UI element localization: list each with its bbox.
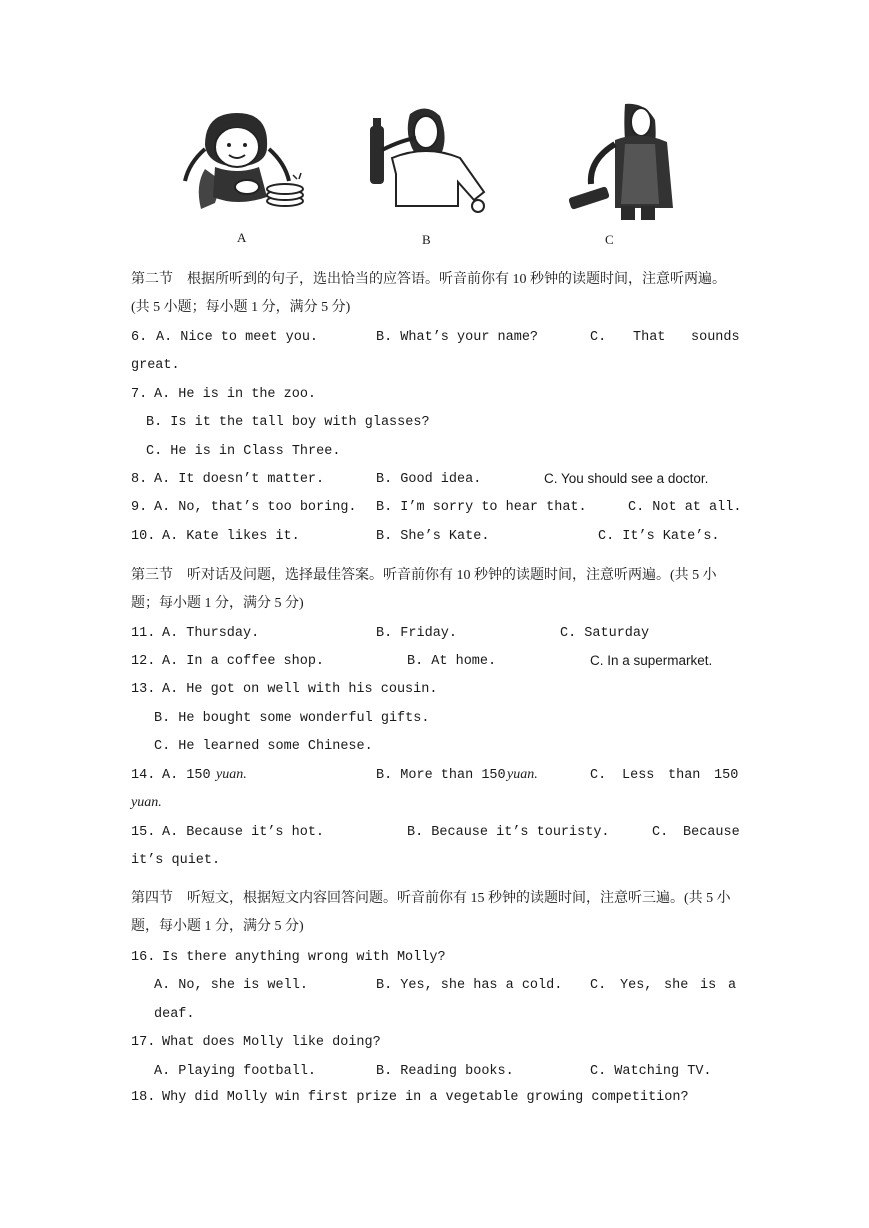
q11-option-b: B. Friday.	[376, 626, 458, 641]
q16-question: Is there anything wrong with Molly?	[162, 950, 446, 965]
q8-option-a: A. It doesn’t matter.	[154, 472, 325, 487]
section2-heading: 第二节 根据所听到的句子，选出恰当的应答语。听音前你有 10 秒钟的读题时间，注意听两遍。(共 5 小题；每小题 1 分，满分 5 分)	[131, 272, 726, 315]
q15-option-a: A. Because it’s hot.	[162, 825, 325, 840]
section4-heading: 第四节 听短文，根据短文内容回答问题。听音前你有 15 秒钟的读题时间，注意听三遍。(共 5 小题，每小题 1 分，满分 5 分)	[131, 891, 731, 934]
q17-option-c: C. Watching TV.	[590, 1064, 712, 1079]
picture-a	[175, 105, 315, 225]
q10-number: 10.	[131, 529, 156, 544]
q9-option-a: A. No, that’s too boring.	[154, 500, 357, 515]
q14-option-c-word1: Less	[622, 768, 655, 783]
q6-option-c-letter: C.	[590, 330, 607, 345]
q14-option-c-word2: than	[668, 768, 701, 783]
q8-number: 8.	[131, 472, 148, 487]
q14-option-c-letter: C.	[590, 768, 607, 783]
q10-option-a: A. Kate likes it.	[162, 529, 300, 544]
girl-washing-dishes-illustration	[175, 105, 315, 225]
picture-c	[565, 100, 695, 225]
q6-option-c-continued: great.	[131, 358, 180, 373]
q7-option-c: C. He is in Class Three.	[146, 444, 341, 459]
q12-option-a: A. In a coffee shop.	[162, 654, 325, 669]
q16-option-c-continued: deaf.	[154, 1007, 195, 1022]
q9-option-c: C. Not at all.	[628, 500, 742, 515]
q17-option-a: A. Playing football.	[154, 1064, 317, 1079]
q14-option-b: B. More than 150	[376, 768, 506, 783]
q11-option-a: A. Thursday.	[162, 626, 260, 641]
q16-option-c-word2: she	[664, 978, 689, 993]
section3-heading: 第三节 听对话及问题，选择最佳答案。听音前你有 10 秒钟的读题时间，注意听两遍。(共 5 小题；每小题 1 分，满分 5 分)	[131, 568, 717, 611]
q17-number: 17.	[131, 1035, 156, 1050]
q6-option-c-word2: sounds	[691, 330, 740, 345]
q15-number: 15.	[131, 825, 156, 840]
q15-option-c-continued: it’s quiet.	[131, 853, 221, 868]
q16-option-c-word1: Yes,	[620, 978, 653, 993]
q6-option-c-word1: That	[633, 330, 666, 345]
q9-number: 9.	[131, 500, 148, 515]
q16-option-c-word3: is	[700, 978, 717, 993]
q18-question: Why did Molly win first prize in a vegetable growing competition?	[162, 1090, 689, 1105]
q12-option-b: B. At home.	[407, 654, 497, 669]
q13-number: 13.	[131, 682, 156, 697]
q13-option-c: C. He learned some Chinese.	[154, 739, 373, 754]
picture-b-label: B	[422, 232, 431, 247]
q6-option-b: B. What’s your name?	[376, 330, 539, 345]
q12-option-c: C. In a supermarket.	[590, 653, 713, 668]
q8-option-c: C. You should see a doctor.	[544, 471, 709, 486]
q11-number: 11.	[131, 626, 156, 641]
picture-a-label: A	[237, 230, 247, 245]
q13-option-b: B. He bought some wonderful gifts.	[154, 711, 430, 726]
q10-option-c: C. It’s Kate’s.	[598, 529, 720, 544]
q6-number: 6.	[131, 330, 148, 345]
q15-option-c-word1: Because	[683, 825, 740, 840]
q7-option-b: B. Is it the tall boy with glasses?	[146, 415, 430, 430]
q16-number: 16.	[131, 950, 156, 965]
q11-option-c: C. Saturday	[560, 626, 650, 641]
q16-option-c-letter: C.	[590, 978, 607, 993]
q10-option-b: B. She’s Kate.	[376, 529, 490, 544]
q8-option-b: B. Good idea.	[376, 472, 482, 487]
q14-option-c-continued: yuan.	[131, 795, 162, 810]
q15-option-b: B. Because it’s touristy.	[407, 825, 610, 840]
q14-option-a-unit: yuan.	[216, 767, 247, 782]
q15-option-c-letter: C.	[652, 825, 669, 840]
q7-number: 7.	[131, 387, 148, 402]
q14-option-c-word3: 150	[714, 768, 739, 783]
picture-b	[362, 100, 492, 225]
q9-option-b: B. I’m sorry to hear that.	[376, 500, 587, 515]
q12-number: 12.	[131, 654, 156, 669]
woman-drinking-illustration	[362, 100, 492, 225]
q6-option-a: A. Nice to meet you.	[156, 330, 319, 345]
q13-option-a: A. He got on well with his cousin.	[162, 682, 438, 697]
woman-pouring-drinks-illustration	[565, 100, 695, 225]
q14-number: 14.	[131, 768, 156, 783]
q17-option-b: B. Reading books.	[376, 1064, 514, 1079]
q14-option-b-unit: yuan.	[507, 767, 538, 782]
picture-c-label: C	[605, 232, 614, 247]
q18-number: 18.	[131, 1090, 156, 1105]
q14-option-a: A. 150	[162, 768, 211, 783]
q16-option-a: A. No, she is well.	[154, 978, 308, 993]
q7-option-a: A. He is in the zoo.	[154, 387, 317, 402]
q17-question: What does Molly like doing?	[162, 1035, 381, 1050]
q16-option-b: B. Yes, she has a cold.	[376, 978, 563, 993]
q16-option-c-word4: a	[728, 978, 737, 993]
